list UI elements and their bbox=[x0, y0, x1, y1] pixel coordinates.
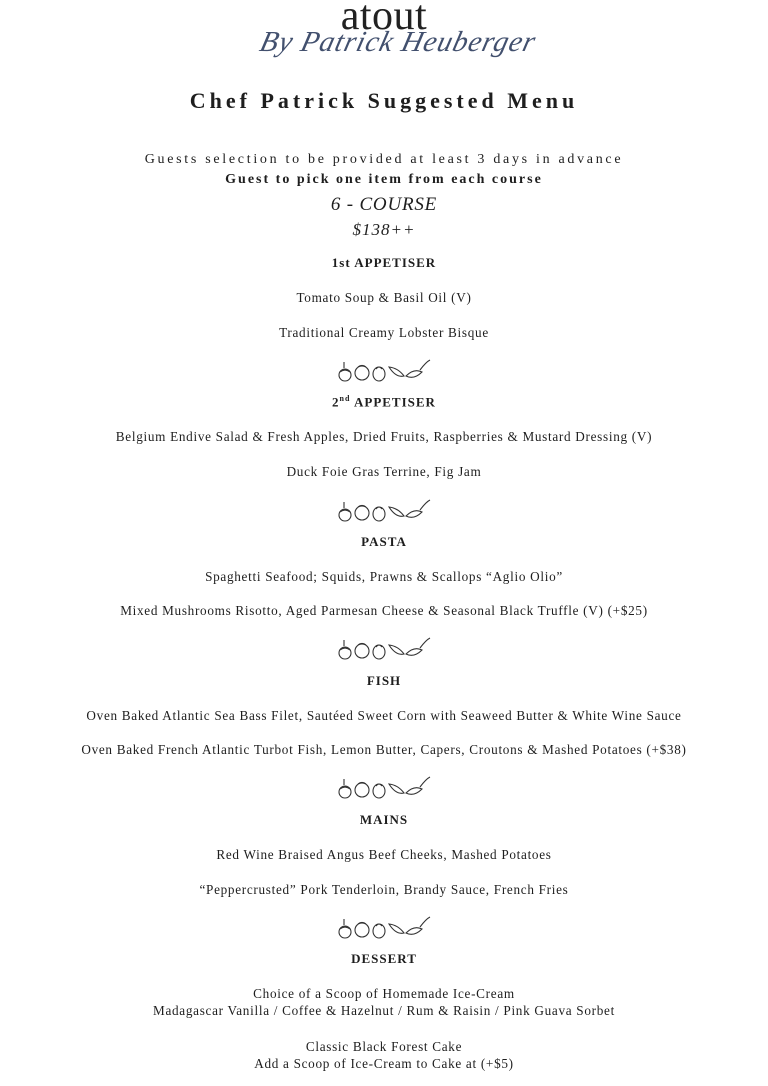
section-title-text: APPETISER bbox=[354, 255, 437, 270]
menu-item: Spaghetti Seafood; Squids, Prawns & Scallops “Aglio Olio” bbox=[205, 569, 563, 584]
menu-item: Madagascar Vanilla / Coffee & Hazelnut / Rum & Raisin / Pink Guava Sorbet bbox=[153, 1003, 615, 1018]
page-title: Chef Patrick Suggested Menu bbox=[189, 88, 579, 113]
vegetable-divider-icon bbox=[0, 634, 768, 662]
section-title-pasta: PASTA bbox=[361, 534, 407, 549]
section-number: 2 bbox=[332, 394, 340, 410]
vegetable-divider-icon bbox=[0, 913, 768, 941]
advance-note: Guests selection to be provided at least 3 days in advance bbox=[144, 152, 624, 167]
pick-note: Guest to pick one item from each course bbox=[225, 172, 543, 187]
vegetable-divider-icon bbox=[0, 773, 768, 801]
section-prefix: 1st bbox=[331, 255, 351, 270]
course-label: 6 - COURSE bbox=[330, 194, 438, 215]
menu-item: Choice of a Scoop of Homemade Ice-Cream bbox=[253, 986, 515, 1001]
menu-item: Tomato Soup & Basil Oil (V) bbox=[296, 290, 472, 305]
menu-item: Traditional Creamy Lobster Bisque bbox=[279, 325, 489, 340]
menu-price: $138++ bbox=[352, 220, 416, 239]
brand-logo: atout bbox=[340, 0, 428, 39]
section-title-first-appetiser bbox=[0, 255, 768, 271]
vegetable-divider-icon bbox=[0, 496, 768, 524]
chef-signature: By Patrick Heuberger bbox=[256, 26, 540, 58]
section-ordinal: nd bbox=[339, 394, 351, 403]
vegetable-divider-icon bbox=[0, 356, 768, 384]
menu-item: “Peppercrusted” Pork Tenderloin, Brandy Sauce, French Fries bbox=[199, 882, 569, 897]
menu-item: Duck Foie Gras Terrine, Fig Jam bbox=[286, 464, 482, 479]
menu-item: Belgium Endive Salad & Fresh Apples, Dried Fruits, Raspberries & Mustard Dressing (V) bbox=[115, 429, 653, 444]
menu-item: Mixed Mushrooms Risotto, Aged Parmesan Cheese & Seasonal Black Truffle (V) (+$25) bbox=[120, 603, 648, 618]
section-title-fish: FISH bbox=[366, 673, 402, 688]
menu-item: Oven Baked French Atlantic Turbot Fish, Lemon Butter, Capers, Croutons & Mashed Potatoes (+$38) bbox=[81, 742, 687, 757]
menu-item: Classic Black Forest Cake bbox=[305, 1039, 463, 1054]
section-title-dessert: DESSERT bbox=[351, 951, 417, 966]
section-title-text: APPETISER bbox=[353, 394, 436, 410]
menu-item: Oven Baked Atlantic Sea Bass Filet, Sautéed Sweet Corn with Seaweed Butter & White Wine Sauce bbox=[86, 708, 682, 723]
menu-item: Red Wine Braised Angus Beef Cheeks, Mashed Potatoes bbox=[216, 847, 552, 862]
section-title-second-appetiser bbox=[0, 394, 768, 410]
section-title-mains: MAINS bbox=[359, 812, 409, 827]
menu-item: Add a Scoop of Ice-Cream to Cake at (+$5) bbox=[254, 1056, 514, 1071]
